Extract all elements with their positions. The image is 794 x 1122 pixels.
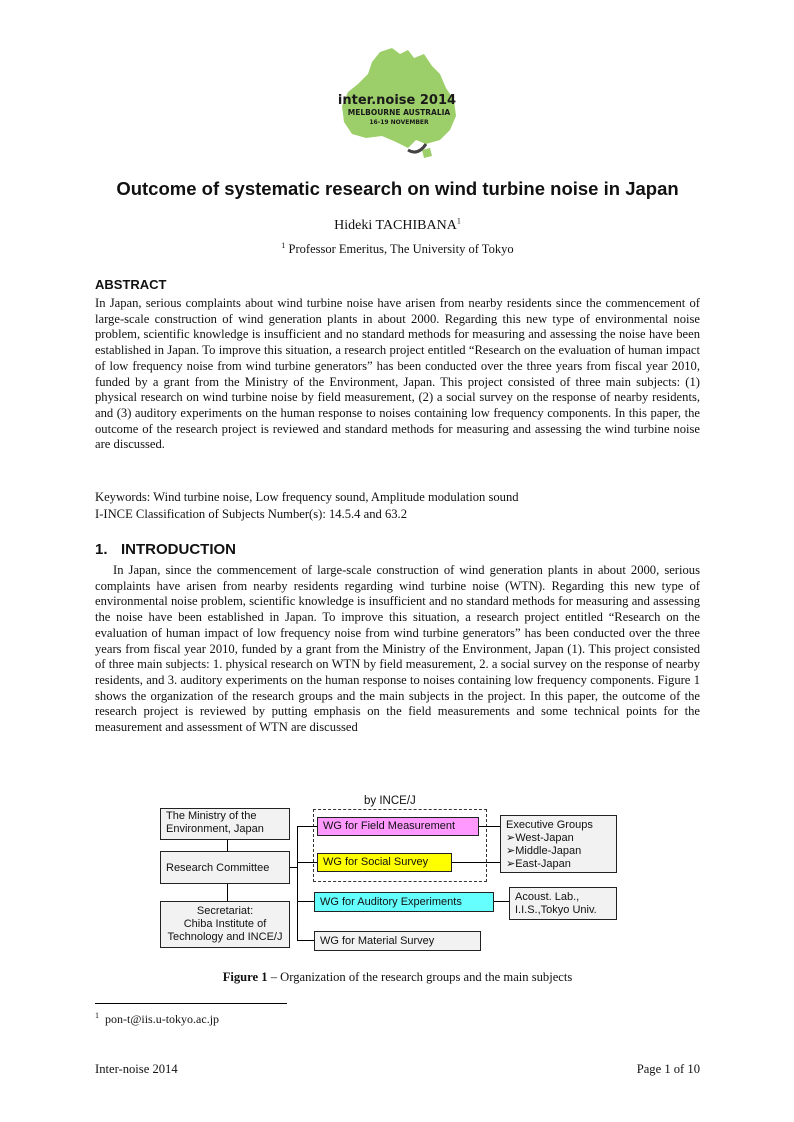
footnote-rule [95,1003,287,1004]
connector-social-exec [452,862,500,863]
connector-to-field [297,826,317,827]
intro-heading [95,541,236,558]
wg-field-measurement-box: WG for Field Measurement [317,817,479,836]
footnote [95,1012,219,1027]
affiliation-text: Professor Emeritus, The University of Tokyo [288,242,514,256]
conference-logo [322,44,472,164]
executive-groups-list [506,832,611,871]
executive-group-item: ➢West-Japan [506,832,574,844]
executive-group-item: ➢East-Japan [506,858,571,870]
connector-auditory-acoust [494,901,509,902]
classification-line: I-INCE Classification of Subjects Number(s): 14.5.4 and 63.2 [95,507,407,521]
author-name: Hideki TACHIBANA [334,218,457,233]
figure-caption [95,970,700,985]
research-committee-label: Research Committee [166,862,270,874]
caption-text: – Organization of the research groups and the main subjects [267,970,573,984]
connector-to-auditory [297,901,314,902]
acoust-lab-box [509,887,617,920]
logo-line-3: 16-19 NOVEMBER [369,119,429,126]
wg-material-survey-box: WG for Material Survey [314,931,481,951]
keywords-line: Keywords: Wind turbine noise, Low frequency sound, Amplitude modulation sound [95,490,519,504]
author-line [95,218,700,234]
connector-to-material [297,940,314,941]
author-superscript: 1 [456,216,461,226]
secretariat-line-3: Technology and INCE/J [167,931,283,943]
connector-to-social [297,862,317,863]
intro-text: In Japan, since the commencement of large-scale construction of wind generation plants in about 2000, serious complaints have arisen from nearby residents regarding wind turbine noise (WTN). Regarding this new type of environmental noise problem, scientific knowledge is insufficient and no standard methods for measuring and assessing the noise have been established in Japan. To improve this situation, a research project entitled “Research on the evaluation of human impact of low frequency noise from wind turbine generators” has been conducted over the three years from fiscal year 2010, funded by a grant from the Ministry of the Environment, Japan (1). This project consisted of three main subjects: 1. physical research on WTN by field measurement, 2. a social survey on the response of nearby residents, and 3. auditory experiments on the human response to noises containing low frequency components. Figure 1 shows the organization of the research groups and the main subjects in the project. In this paper, the outcome of the research project is reviewed by putting emphasis on the field measurements and some technical points for the measurement and assessment of WTN are discussed [95,563,700,735]
abstract-text: In Japan, serious complaints about wind turbine noise have arisen from nearby residents since the commencement of large-scale construction of wind generation plants in about 2000. Regarding this new type of environmental noise problem, scientific knowledge is insufficient and no standard methods for measuring and assessing the noise have been established in Japan. To improve this situation, a research project entitled “Research on the evaluation of human impact of low frequency noise from wind turbine generators” has been conducted over the three years from fiscal year 2010, funded by a grant from the Ministry of the Environment, Japan. This project consisted of three main subjects: (1) physical research on wind turbine noise by field measurement, (2) a social survey on the response of nearby residents, and (3) auditory experiments on the human response to noises containing low frequency components. In this paper, the outcome of the research project is reviewed and standard methods for measuring and assessing the wind turbine noise are discussed. [95,296,700,452]
executive-groups-box [500,815,617,873]
tasmania-shape [422,148,432,158]
connector-ministry-committee [227,840,228,851]
secretariat-line-2: Chiba Institute of [183,918,267,930]
footer-page-number: Page 1 of 10 [636,1062,700,1076]
connector-committee-secretariat [227,884,228,901]
footer-conference: Inter-noise 2014 [95,1062,178,1076]
intro-heading-text: INTRODUCTION [121,541,236,558]
research-committee-box [160,851,290,884]
wg-auditory-experiments-box: WG for Auditory Experiments [314,892,494,912]
logo-line-1: inter.noise 2014 [337,93,457,108]
footnote-mark: 1 [95,1011,99,1020]
affiliation-superscript: 1 [281,240,286,250]
secretariat-line-1: Secretariat: [196,905,254,917]
executive-groups-title: Executive Groups [506,819,593,831]
footnote-email: pon-t@iis.u-tokyo.ac.jp [105,1012,220,1026]
acoust-lab-line-1: Acoust. Lab., [515,891,580,903]
connector-vertical-trunk [297,826,298,941]
abstract-heading: ABSTRACT [95,277,167,292]
connector-field-exec [479,826,500,827]
caption-label: Figure 1 [222,970,268,984]
ministry-box: The Ministry of the Environment, Japan [160,808,290,840]
affiliation-line [95,242,700,257]
executive-group-item: ➢Middle-Japan [506,845,582,857]
intro-section-number: 1. [95,541,108,558]
secretariat-box [160,901,290,948]
wg-social-survey-box: WG for Social Survey [317,853,452,872]
figure-by-label: by INCE/J [364,795,416,807]
acoust-lab-line-2: I.I.S.,Tokyo Univ. [515,904,597,916]
connector-committee-trunk [290,867,297,868]
logo-line-2: MELBOURNE AUSTRALIA [347,108,451,117]
paper-title: Outcome of systematic research on wind turbine noise in Japan [116,178,679,199]
